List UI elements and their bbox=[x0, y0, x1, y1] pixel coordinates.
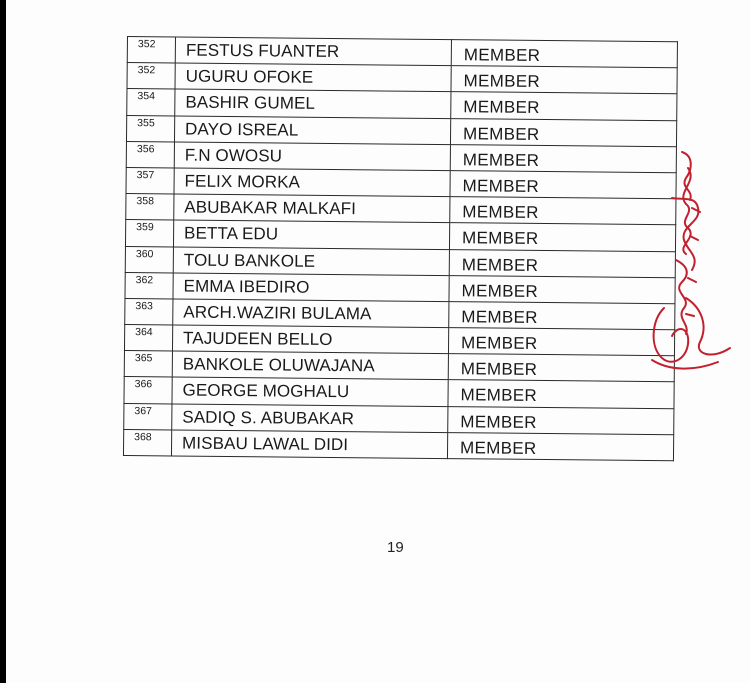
member-role-cell: MEMBER bbox=[450, 171, 676, 199]
member-number-cell: 362 bbox=[125, 272, 173, 299]
member-name-cell: DAYO ISREAL bbox=[174, 116, 450, 145]
member-name-cell: ABUBAKAR MALKAFI bbox=[174, 194, 450, 223]
member-number-cell: 359 bbox=[125, 220, 173, 247]
table-row bbox=[123, 429, 673, 460]
member-number-cell: 356 bbox=[126, 141, 174, 168]
member-number-cell: 368 bbox=[123, 429, 171, 456]
member-name-cell: ARCH.WAZIRI BULAMA bbox=[173, 299, 449, 328]
member-name-cell: UGURU OFOKE bbox=[175, 63, 451, 92]
member-role-cell: MEMBER bbox=[450, 118, 676, 146]
member-role-cell: MEMBER bbox=[451, 40, 677, 68]
member-name-cell: FELIX MORKA bbox=[174, 168, 450, 197]
member-name-cell: TAJUDEEN BELLO bbox=[172, 325, 448, 354]
member-number-cell: 354 bbox=[127, 89, 175, 116]
member-role-cell: MEMBER bbox=[450, 197, 676, 225]
member-number-cell: 358 bbox=[126, 194, 174, 221]
member-role-cell: MEMBER bbox=[448, 328, 674, 356]
member-role-cell: MEMBER bbox=[449, 249, 675, 277]
member-name-cell: SADIQ S. ABUBAKAR bbox=[172, 404, 448, 433]
members-table-body bbox=[123, 37, 677, 461]
member-role-cell: MEMBER bbox=[447, 432, 673, 460]
member-name-cell: EMMA IBEDIRO bbox=[173, 273, 449, 302]
member-number-cell: 365 bbox=[124, 351, 172, 378]
member-name-cell: BANKOLE OLUWAJANA bbox=[172, 351, 448, 380]
member-number-cell: 366 bbox=[124, 377, 172, 404]
member-number-cell: 367 bbox=[124, 403, 172, 430]
member-number-cell: 352 bbox=[127, 63, 175, 90]
member-role-cell: MEMBER bbox=[449, 301, 675, 329]
member-role-cell: MEMBER bbox=[448, 406, 674, 434]
member-role-cell: MEMBER bbox=[449, 275, 675, 303]
member-number-cell: 364 bbox=[124, 325, 172, 352]
member-name-cell: MISBAU LAWAL DIDI bbox=[171, 430, 447, 459]
handwritten-signature bbox=[642, 148, 738, 380]
member-role-cell: MEMBER bbox=[449, 223, 675, 251]
member-number-cell: 352 bbox=[127, 37, 175, 64]
member-name-cell: BASHIR GUMEL bbox=[175, 89, 451, 118]
member-name-cell: FESTUS FUANTER bbox=[175, 37, 451, 66]
member-name-cell: F.N OWOSU bbox=[174, 142, 450, 171]
member-role-cell: MEMBER bbox=[448, 380, 674, 408]
member-name-cell: GEORGE MOGHALU bbox=[172, 377, 448, 406]
member-name-cell: BETTA EDU bbox=[173, 220, 449, 249]
members-table bbox=[123, 36, 678, 461]
member-number-cell: 355 bbox=[126, 115, 174, 142]
page-number: 19 bbox=[387, 539, 404, 556]
member-number-cell: 363 bbox=[125, 298, 173, 325]
document-page bbox=[6, 0, 750, 683]
member-name-cell: TOLU BANKOLE bbox=[173, 246, 449, 275]
member-number-cell: 357 bbox=[126, 167, 174, 194]
member-role-cell: MEMBER bbox=[451, 66, 677, 94]
member-role-cell: MEMBER bbox=[451, 92, 677, 120]
member-role-cell: MEMBER bbox=[450, 144, 676, 172]
member-number-cell: 360 bbox=[125, 246, 173, 273]
member-role-cell: MEMBER bbox=[448, 354, 674, 382]
